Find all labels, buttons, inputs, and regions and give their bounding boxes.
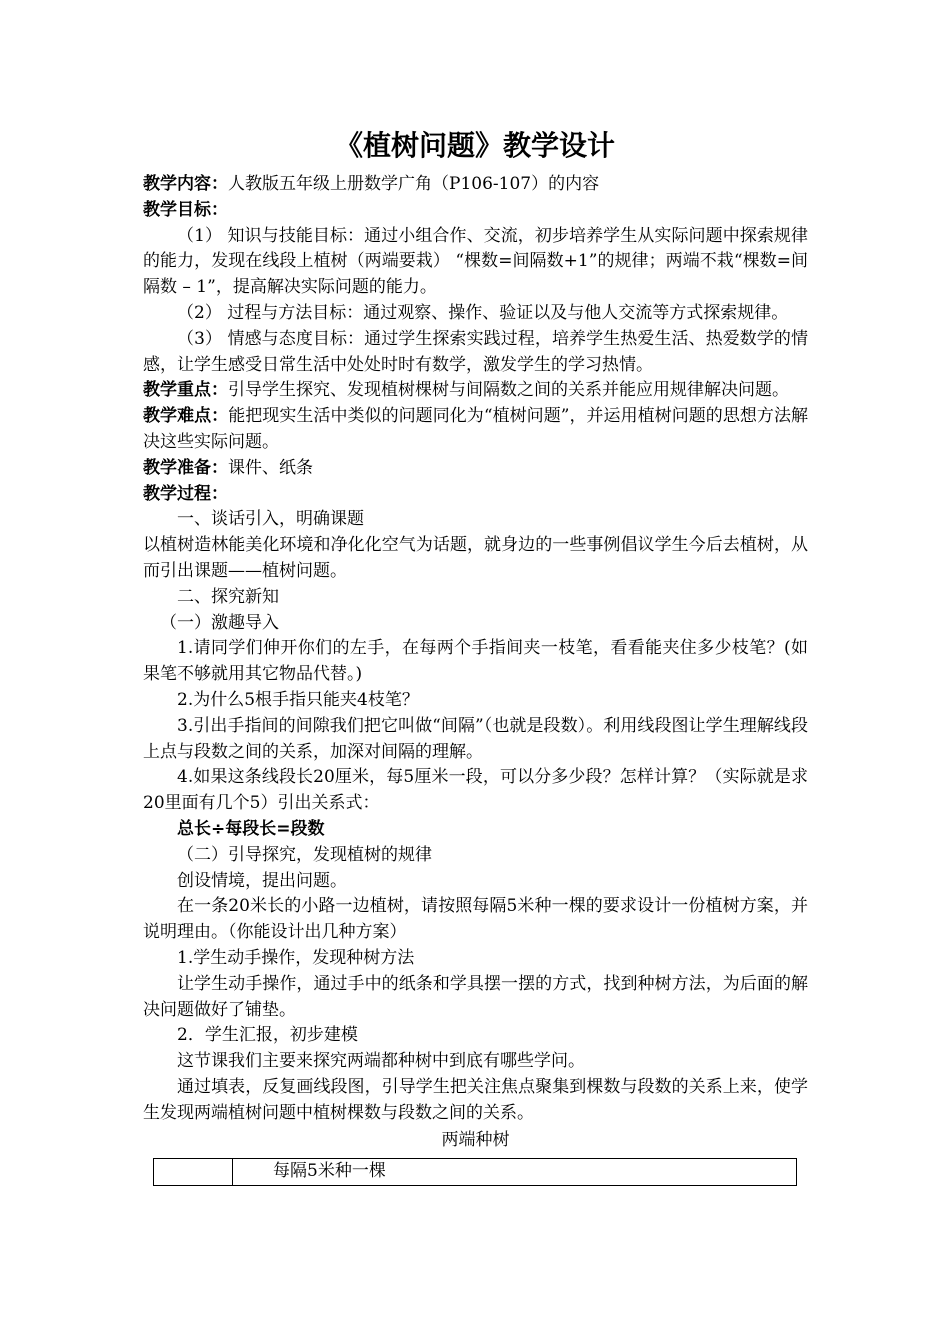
difficulty-line [143, 404, 808, 456]
table-row [154, 1159, 797, 1186]
table-caption: 两端种树 [441, 1130, 510, 1151]
objective-item: （1） 知识与技能目标：通过小组合作、交流，初步培养学生从实际问题中探索规律的能力，发现在线段上植树（两端要栽） “棵数=间隔数+1”的规律；两端不栽“棵数=间隔数 – 1”，提高解决实际问题的能力。 [143, 225, 808, 298]
process-label: 教学过程： [143, 483, 228, 504]
objectives-label: 教学目标： [143, 199, 228, 220]
subsection-heading: （一）激趣导入 [160, 612, 279, 633]
paragraph: 创设情境，提出问题。 [177, 870, 347, 891]
paragraph: 通过填表，反复画线段图，引导学生把关注焦点聚集到棵数与段数的关系上来，使学生发现两端植树问题中植树棵数与段数之间的关系。 [143, 1076, 808, 1123]
difficulty-label: 教学难点： [143, 406, 229, 427]
preparation-label: 教学准备： [143, 457, 228, 478]
paragraph: 让学生动手操作，通过手中的纸条和学具摆一摆的方式，找到种树方法，为后面的解决问题做好了铺垫。 [143, 973, 808, 1020]
key-point-line [143, 378, 808, 404]
section-heading: 二、探究新知 [177, 586, 279, 607]
list-item: 4.如果这条线段长20厘米，每5厘米一段，可以分多少段？怎样计算？（实际就是求20里面有几个5）引出关系式： [143, 767, 808, 814]
paragraph: 这节课我们主要来探究两端都种树中到底有哪些学问。 [177, 1051, 585, 1072]
section-text: 以植树造林能美化环境和净化化空气为话题，就身边的一些事例倡议学生今后去植树，从而引出课题——植树问题。 [143, 535, 808, 581]
document-title: 《植树问题》教学设计 [334, 129, 615, 162]
objective-item: （3） 情感与态度目标：通过学生探索实践过程，培养学生热爱生活、热爱数学的情感，让学生感受日常生活中处处时时有数学，激发学生的学习热情。 [143, 328, 808, 375]
section-heading: 一、谈话引入，明确课题 [177, 509, 364, 530]
content-label: 教学内容： [143, 174, 228, 194]
list-item: 3.引出手指间的间隙我们把它叫做“间隔”（也就是段数）。利用线段图让学生理解线段上点与段数之间的关系，加深对间隔的理解。 [143, 715, 808, 762]
objective-item: （2） 过程与方法目标：通过观察、操作、验证以及与他人交流等方式探索规律。 [177, 302, 789, 323]
step-heading: 2．学生汇报，初步建模 [177, 1025, 358, 1046]
list-item: 2.为什么5根手指只能夹4枝笔？ [177, 689, 419, 710]
step-heading: 1.学生动手操作，发现种树方法 [177, 947, 415, 968]
subsection-heading: （二）引导探究，发现植树的规律 [177, 844, 432, 865]
list-item: 1.请同学们伸开你们的左手，在每两个手指间夹一枝笔，看看能夹住多少枝笔？(如果笔不够就用其它物品代替。) [143, 638, 808, 685]
content-text: 人教版五年级上册数学广角（P106-107）的内容 [228, 174, 600, 194]
content-line [143, 172, 808, 198]
key-point-label: 教学重点： [143, 380, 228, 401]
planting-table [153, 1158, 797, 1186]
key-point-text: 引导学生探究、发现植树棵树与间隔数之间的关系并能应用规律解决问题。 [228, 380, 789, 401]
table-cell-empty [154, 1159, 233, 1186]
table-header-cell: 每隔5米种一棵 [233, 1159, 797, 1186]
preparation-text: 课件、纸条 [228, 457, 313, 478]
paragraph: 在一条20米长的小路一边植树，请按照每隔5米种一棵的要求设计一份植树方案，并说明理由。（你能设计出几种方案） [143, 896, 808, 943]
document-body [143, 172, 808, 1186]
formula: 总长÷每段长=段数 [177, 818, 325, 839]
preparation-line [143, 456, 808, 482]
difficulty-text: 能把现实生活中类似的问题同化为“植树问题”，并运用植树问题的思想方法解决这些实际问题。 [143, 406, 809, 452]
